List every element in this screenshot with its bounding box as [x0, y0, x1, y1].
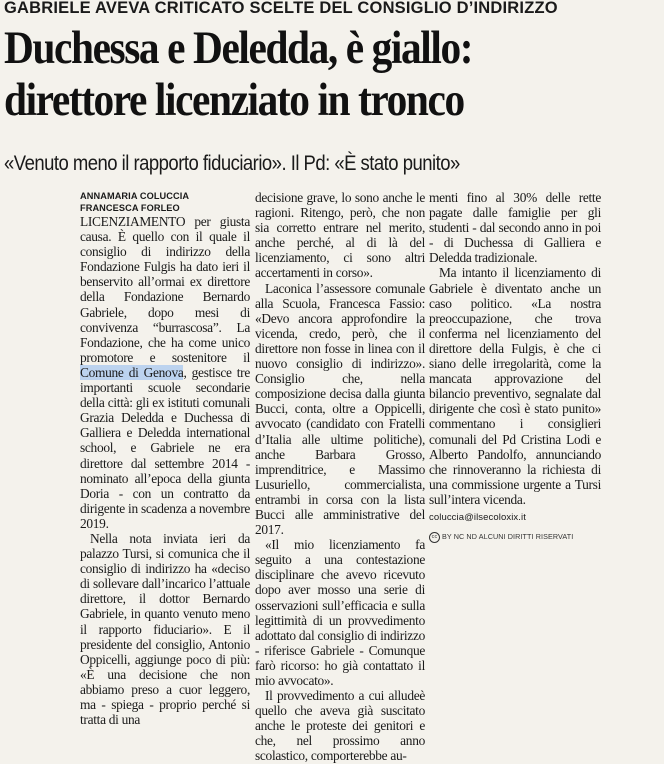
highlighted-text-selection[interactable]: Comune di Genova	[80, 364, 184, 380]
author-email[interactable]: coluccia@ilsecoloxix.it	[429, 511, 526, 523]
paragraph-continuation-1: decisione grave, lo sono anche le ragioni. Ritengo, però, che non sia corretto entrare nel merito, anche perché, al di là del licenziamento, ci sono altri accertamenti in corso».	[255, 190, 425, 281]
paragraph-1	[80, 214, 250, 531]
headline-line-1: Duchessa e Deledda, è giallo:	[4, 22, 473, 74]
byline-author-2: FRANCESCA FORLEO	[80, 203, 180, 213]
headline-line-2: direttore licenziato in tronco	[4, 74, 464, 126]
paragraph-6: Ma intanto il licenziamento di Gabriele è diventato anche un caso politico. «La nostra preoccupazione, che trova conferma nel licenziamento del direttore della Fulgis, è che ci siano delle irregolarità, come la mancata approvazione del bilancio preventivo, segnalate dal dirigente che così è stato punito» commentano i consiglieri comunali del Pd Cristina Lodi e Alberto Pandolfo, annunciando che rinnoveranno la richiesta di una commissione urgente a Tursi sull’intera vicenda.	[429, 265, 601, 507]
paragraph-4: «Il mio licenziamento fa seguito a una contestazione disciplinare che avevo ricevuto dopo aver mosso una serie di osservazioni sull’efficacia e sulla legittimità di un provvedimento adottato dal consiglio di indirizzo - riferisce Gabriele - Comunque farò ricorso: ho già contattato il mio avvocato».	[255, 537, 425, 688]
creative-commons-icon: cc	[429, 532, 440, 543]
byline	[80, 190, 250, 214]
headline	[4, 22, 581, 126]
article-column-1	[80, 190, 250, 727]
paragraph-5: Il provvedimento a cui alludeè quello che aveva già suscitato anche le proteste dei genitori e che, nel prossimo anno scolastico, comporterebbe au-	[255, 688, 425, 764]
article-column-3	[429, 190, 601, 544]
byline-author-1: ANNAMARIA COLUCCIA	[80, 191, 190, 201]
license-note	[429, 529, 601, 544]
paragraph-2: Nella nota inviata ieri da palazzo Tursi, si comunica che il consiglio di indirizzo ha «deciso di sollevare dall’incarico l’attuale direttore, il dottor Bernardo Gabriele, in quanto venuto meno il rapporto fiduciario». E il presidente del consiglio, Antonio Oppicelli, aggiunge poco di più: «È una decisione che non abbiamo preso a cuor leggero, ma - spiega - proprio perché si tratta di una	[80, 530, 250, 728]
subheadline: «Venuto meno il rapporto fiduciario». Il Pd: «È stato punito»	[4, 151, 460, 175]
paragraph-1-end: , gestisce tre importanti scuole secondarie della città: gli ex istituti comunali Grazia Deledda e Duchessa di Galliera e Deledda international school, e Gabriele ne era direttore dal settembre 2014 - nominato all’epoca della giunta Doria - con un contratto da dirigente in scadenza a novembre 2019.	[80, 364, 250, 531]
kicker: GABRIELE AVEVA CRITICATO SCELTE DEL CONSIGLIO D’INDIRIZZO	[4, 0, 558, 17]
paragraph-continuation-2: menti fino al 30% delle rette pagate dalle famiglie per gli studenti - dal secondo anno in poi - di Duchessa di Galliera e Deledda tradizionale.	[429, 190, 601, 266]
license-text: BY NC ND ALCUNI DIRITTI RISERVATI	[442, 532, 574, 542]
article-column-2	[255, 190, 425, 764]
paragraph-1-start: LICENZIAMENTO per giusta causa. È quello con il quale il consiglio di indirizzo della Fondazione Fulgis ha dato ieri il benservito all’ormai ex direttore della Fondazione Bernardo Gabriele, dopo mesi di convivenza “burrascosa”. La Fondazione, che ha come unico promotore e sostenitore il	[80, 214, 250, 365]
paragraph-3: Laconica l’assessore comunale alla Scuola, Francesca Fassio: «Devo ancora approfondire la vicenda, credo, però, che il direttore non fosse in linea con il nuovo consiglio di indirizzo». Consiglio che, nella composizione decisa dalla giunta Bucci, conta, oltre a Oppicelli, avvocato (candidato con Fratelli d’Italia alle ultime politiche), anche Barbara Grosso, imprenditrice, e Massimo Lusuriello, commercialista, entrambi in corsa con la lista Bucci alle amministrative del 2017.	[255, 280, 425, 538]
